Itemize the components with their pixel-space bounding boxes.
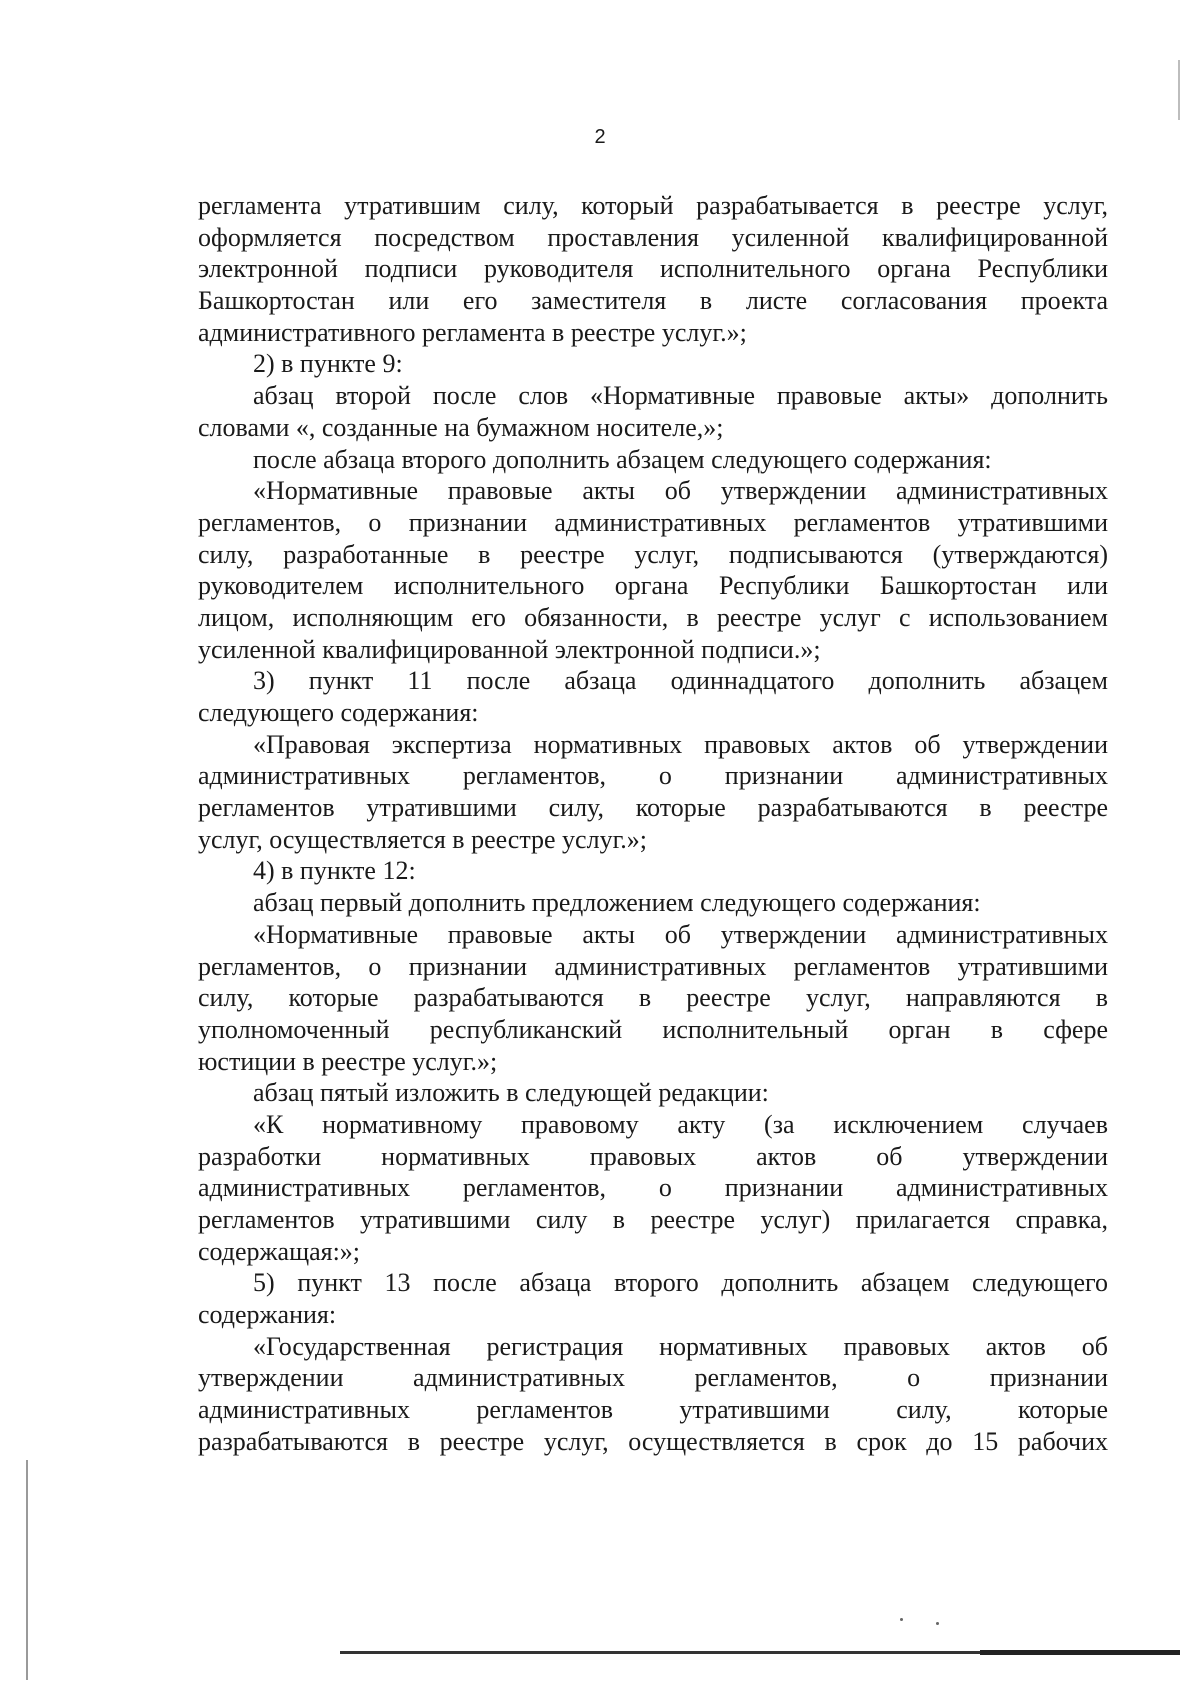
- text-line: содержания:: [198, 1300, 337, 1330]
- text-line: Башкортостан или его заместителя в листе согласования проекта: [198, 286, 1108, 316]
- text-line: силу, которые разрабатываются в реестре услуг, направляются в: [198, 983, 1108, 1013]
- text-line: «Государственная регистрация нормативных правовых актов об: [253, 1331, 1108, 1361]
- text-line: регламентов, о признании административных регламентов утратившими: [198, 951, 1108, 981]
- text-line: абзац второй после слов «Нормативные правовые акты» дополнить: [253, 381, 1108, 411]
- text-line: руководителем исполнительного органа Республики Башкортостан или: [198, 571, 1108, 601]
- text-line: «Правовая экспертиза нормативных правовых актов об утверждении: [253, 729, 1108, 759]
- text-line: административных регламентов, о признании административных: [198, 1173, 1108, 1203]
- text-line: содержащая:»;: [198, 1236, 361, 1266]
- text-line: 4) в пункте 12:: [253, 856, 416, 886]
- text-line: административных регламентов утратившими силу, которые: [198, 1395, 1108, 1425]
- text-line: услуг, осуществляется в реестре услуг.»;: [198, 824, 648, 854]
- text-line: «Нормативные правовые акты об утверждении административных: [253, 476, 1108, 506]
- scan-speck: [900, 1618, 903, 1621]
- page-number: 2: [594, 126, 606, 148]
- text-line: регламентов утратившими силу в реестре услуг) прилагается справка,: [198, 1205, 1108, 1234]
- text-line: утверждении административных регламентов, о признании: [198, 1363, 1108, 1393]
- text-line: «Нормативные правовые акты об утверждении административных: [253, 919, 1108, 949]
- scan-speck: [936, 1622, 939, 1625]
- text-line: 2) в пункте 9:: [253, 349, 403, 379]
- text-line: 5) пункт 13 после абзаца второго дополнить абзацем следующего: [253, 1268, 1108, 1298]
- text-line: после абзаца второго дополнить абзацем следующего содержания:: [253, 444, 992, 474]
- text-line: электронной подписи руководителя исполнительного органа Республики: [198, 254, 1108, 284]
- document-body: [198, 190, 1108, 1458]
- text-line: регламента утратившим силу, который разрабатывается в реестре услуг,: [198, 191, 1108, 220]
- text-line: силу, разработанные в реестре услуг, подписываются (утверждаются): [198, 539, 1108, 569]
- text-line: усиленной квалифицированной электронной подписи.»;: [198, 634, 821, 664]
- text-line: «К нормативному правовому акту (за исключением случаев: [253, 1109, 1108, 1139]
- scan-edge-artifact: [1178, 60, 1180, 120]
- text-line: административного регламента в реестре услуг.»;: [198, 317, 747, 347]
- text-line: следующего содержания:: [198, 698, 479, 727]
- text-line: юстиции в реестре услуг.»;: [198, 1046, 498, 1076]
- text-line: абзац первый дополнить предложением следующего содержания:: [253, 888, 981, 918]
- text-line: разработки нормативных правовых актов об утверждении: [198, 1141, 1108, 1171]
- text-line: регламентов, о признании административных регламентов утратившими: [198, 507, 1108, 537]
- scan-bottom-line: [980, 1650, 1180, 1655]
- text-line: 3) пункт 11 после абзаца одиннадцатого дополнить абзацем: [253, 666, 1108, 696]
- text-line: уполномоченный республиканский исполнительный орган в сфере: [198, 1014, 1108, 1044]
- text-line: абзац пятый изложить в следующей редакции:: [253, 1078, 769, 1108]
- scan-edge-artifact: [26, 1460, 28, 1680]
- text-line: регламентов утратившими силу, которые разрабатываются в реестре: [198, 793, 1108, 823]
- text-line: словами «, созданные на бумажном носителе,»;: [198, 412, 724, 442]
- text-line: административных регламентов, о признании административных: [198, 761, 1108, 791]
- text-line: оформляется посредством проставления усиленной квалифицированной: [198, 222, 1108, 252]
- text-line: лицом, исполняющим его обязанности, в реестре услуг с использованием: [198, 602, 1108, 632]
- text-line: разрабатываются в реестре услуг, осуществляется в срок до 15 рабочих: [198, 1426, 1108, 1456]
